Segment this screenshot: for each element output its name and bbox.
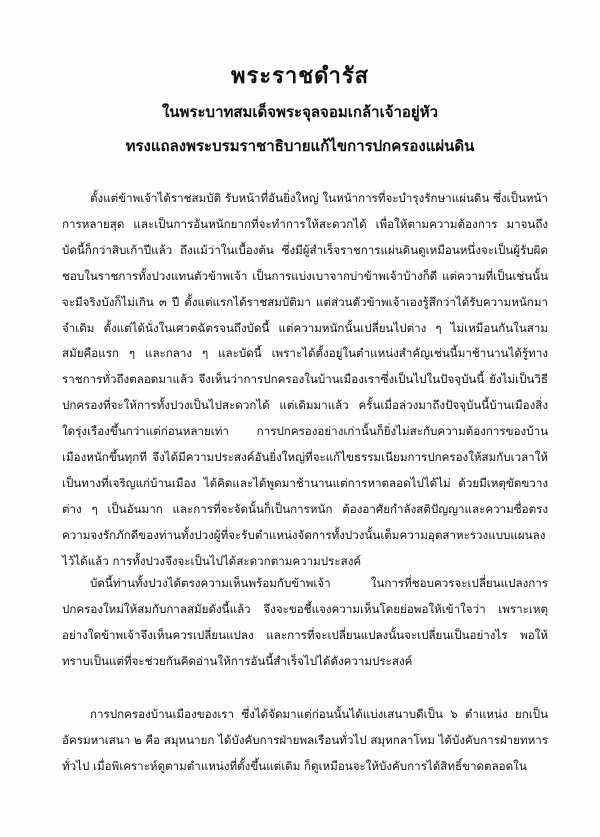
page-subtitle-2: ทรงแถลงพระบรมราชาธิบายแก้ไขการปกครองแผ่นดิน bbox=[125, 137, 475, 155]
paragraph-text: การปกครองบ้านเมืองของเรา ซึ่งได้จัดมาแต่ก่อนนั้นได้แบ่งเสนาบดีเป็น ๖ ตำแหน่ง ยกเป็นอัครมหาเสนา ๒ คือ สมุหนายก ได้บังคับการฝ่ายพลเรือนทั่วไป สมุหกลาโหม ได้บังคับการฝ่ายทหารทั่วไป เมื่อพิเคราะห์ดูตามตำแหน่งที่ตั้งขึ้นแต่เดิม ก็ดูเหมือนจะให้บังคับการได้สิทธิ์ขาดตลอดใน bbox=[62, 707, 548, 773]
paragraph-text: ตั้งแต่ข้าพเจ้าได้ราชสมบัติ รับหน้าที่อันยิ่งใหญ่ ในหน้าการที่จะบำรุงรักษาแผ่นดิน ซึ่งเป็นหน้าการหลายสุด และเป็นการอันหนักยากที่จะทำการให้สะดวกได้ เพื่อให้ตามความต้องการ มาจนถึงบัดนี้ก็กว่าสิบเก้าปีแล้ว ถึงแม้ว่าในเบื้องต้น ซึ่งมีผู้สำเร็จราชการแผ่นดินดูเหมือนหนึ่งจะเป็นผู้รับผิดชอบในราชการทั้งปวงแทนตัวข้าพเจ้า เป็นการแบ่งเบาจากบ่าข้าพเจ้าบ้างก็ดี แต่ความที่เป็นเช่นนั้นจะมีจริงบังก็ไม่เกิน ๓ ปี ตั้งแต่แรกได้ราชสมบัติมา แต่ส่วนตัวข้าพเจ้าเองรู้สึกว่าได้รับความหนักมาจำเดิม ตั้งแต่ได้นั่งในเศวตฉัตรจนถึงบัดนี้ แต่ความหนักนั้นเปลี่ยนไปต่าง ๆ ไม่เหมือนกันในสามสมัยคือแรก ๆ และกลาง ๆ และบัดนี้ เพราะได้ตั้งอยู่ในตำแหน่งสำคัญเช่นนี้มาช้านานได้รู้ทางราชการทั่วถึงตลอดมาแล้ว จึงเห็นว่าการปกครองในบ้านเมืองเราซึ่งเป็นไปในปัจจุบันนี้ ยังไม่เป็นวิธีปกครองที่จะให้การทั้งปวงเป็นไปสะดวกได้ แต่เดิมมาแล้ว ครั้นเมื่อล่วงมาถึงปัจจุบันนี้บ้านเมืองสิ่งใดรุ่งเรืองขึ้นกว่าแต่ก่อนหลายเท่า การปกครองอย่างเก่านั้นก็ยิ่งไม่สะกับความต้องการของบ้านเมืองหนักขึ้นทุกที จึงได้มีความประสงค์อันยิ่งใหญ่ที่จะแก้ไขธรรมเนียมการปกครองให้สมกับเวลาให้เป็นทางที่เจริญแก่บ้านเมือง ได้คิดและได้พูดมาช้านานแต่การหาตลอดไปได้ไม่ ด้วยมีเหตุขัดขวางต่าง ๆ เป็นอันมาก และการที่จะจัดนั้นก็เป็นการหนัก ต้องอาศัยกำลังสติปัญญาและความซื่อตรง ความจงรักภักดีของท่านทั้งปวงผู้ที่จะรับตำแหน่งจัดการทั้งปวงนั้นเต็มความอุตสาหะรวงแบบแผนลงไว้ได้แล้ว การทั้งปวงจึงจะเป็นไปได้สะดวกตามความประสงค์ bbox=[62, 191, 548, 568]
paragraph-text: บัดนี้ท่านทั้งปวงได้ตรงความเห็นพร้อมกับข้าพเจ้า ในการที่ชอบควรจะเปลี่ยนแปลงการปกครองใหม่ให้สมกับกาลสมัยดังนี้แล้ว จึงจะขอชี้แจงความเห็นโดยย่อพอให้เข้าใจว่า เพราะเหตุอย่างใดข้าพเจ้าจึงเห็นควรเปลี่ยนแปลง และการที่จะเปลี่ยนแปลงนั้นจะเปลี่ยนเป็นอย่างไร พอให้ทราบเป็นแต่ที่จะช่วยกันคิดอ่านให้การอันนี้สำเร็จไปได้ดังความประสงค์ bbox=[62, 576, 548, 668]
body-paragraph-1 bbox=[62, 186, 548, 575]
body-paragraph-3 bbox=[62, 702, 548, 780]
body-paragraph-2 bbox=[62, 571, 548, 675]
page-subtitle-1: ในพระบาทสมเด็จพระจุลจอมเกล้าเจ้าอยู่หัว bbox=[161, 103, 439, 121]
page-title: พระราชดำรัส bbox=[230, 63, 370, 89]
